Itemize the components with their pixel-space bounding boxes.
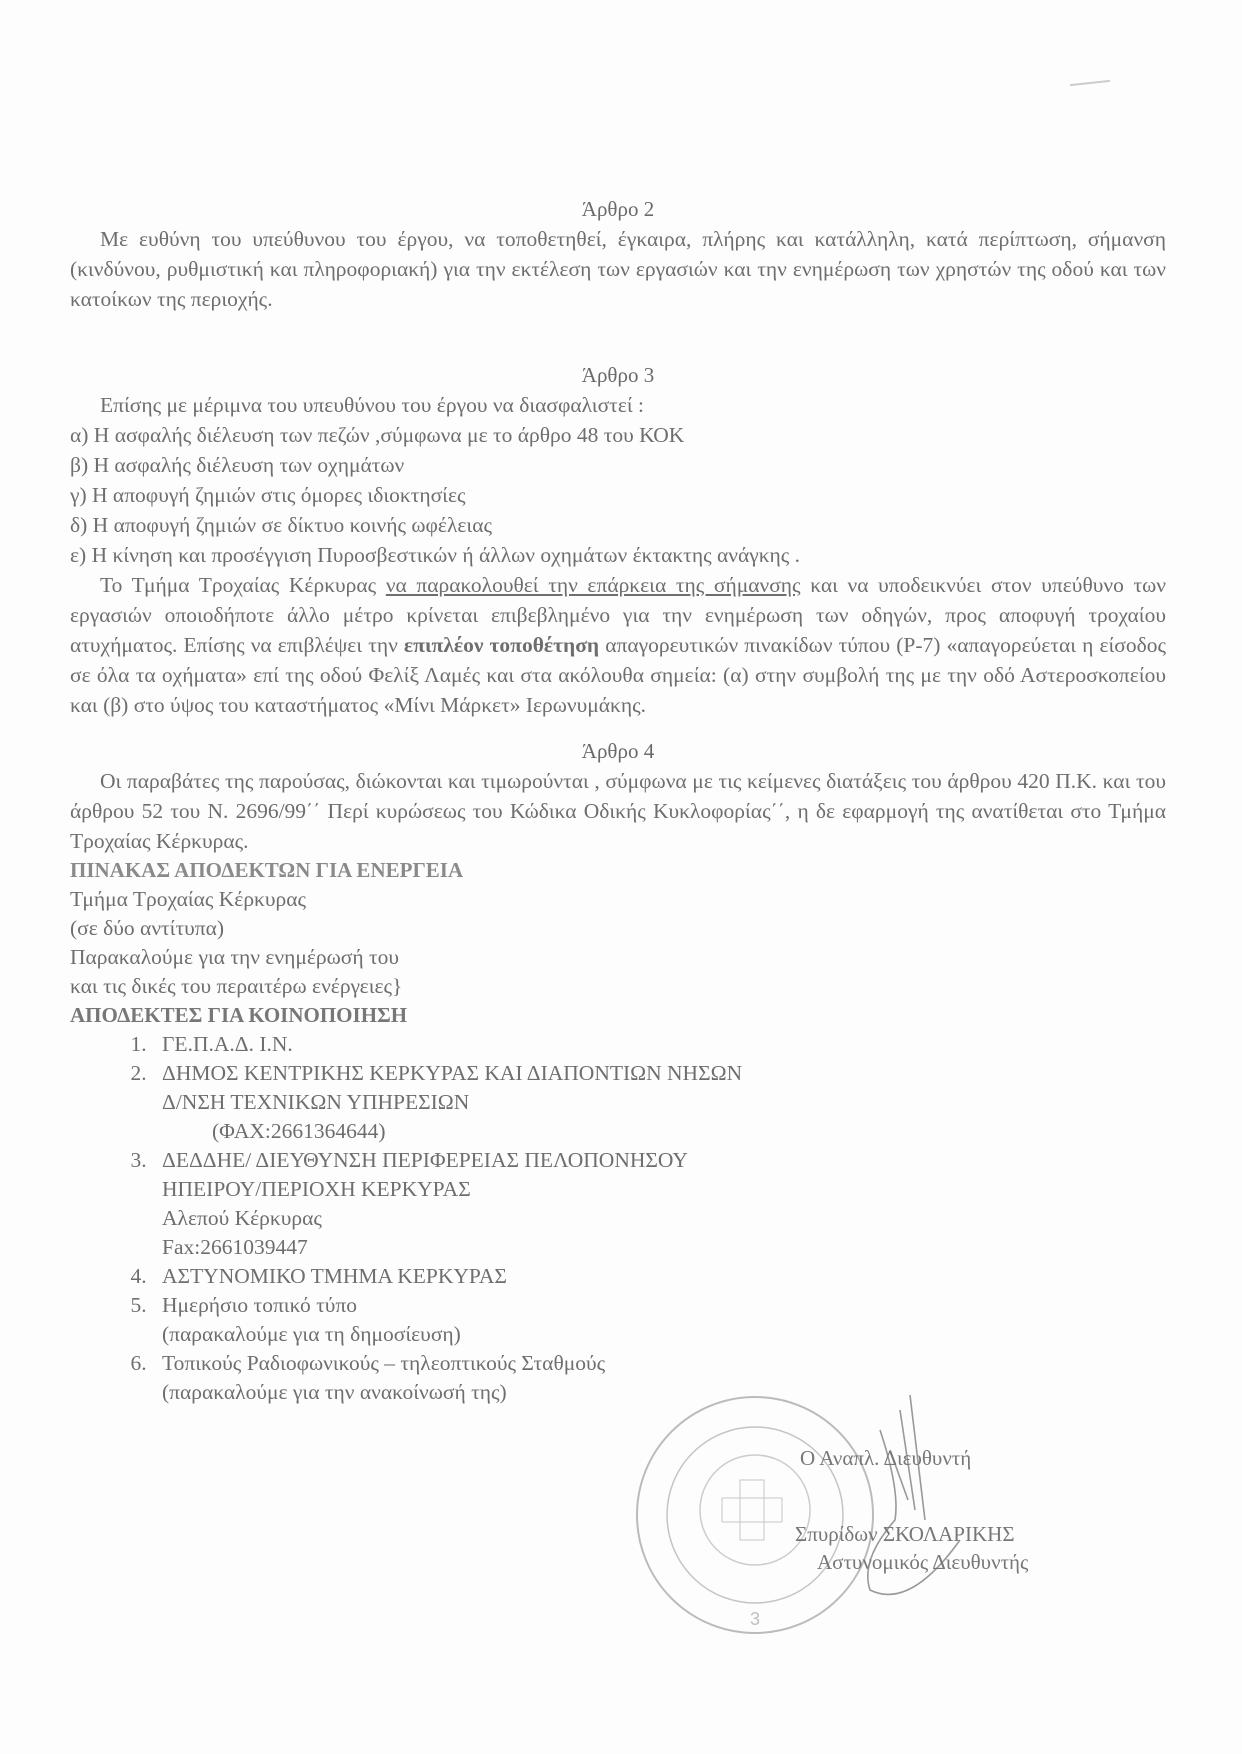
para-end: απαγορευτικών πινακίδων τύπου (Ρ-7) «απαγορεύεται η είσοδος σε όλα τα οχήματα» επί της οδού Φελίξ Λαμές και στα ακόλουθα σημεία: (α) στην συμβολή της με την οδό Αστεροσκοπείου και (β) στο ύψος του καταστήματος «Μίνι Μάρκετ» Ιερωνυμάκης. (70, 633, 1167, 717)
item-line: 3. ΔΕΔΔΗΕ/ ΔΙΕΥΘΥΝΣΗ ΠΕΡΙΦΕΡΕΙΑΣ ΠΕΛΟΠΟΝΗΣΟΥ (162, 1148, 688, 1172)
item-line: 6. Τοπικούς Ραδιοφωνικούς – τηλεοπτικούς Σταθμούς (162, 1351, 606, 1375)
item-line: (παρακαλούμε για τη δημοσίευση) (162, 1322, 461, 1346)
underlined-phrase: να παρακολουθεί την επάρκεια της σήμανσης (385, 573, 801, 597)
signatory-name: Σπυρίδων ΣΚΟΛΑΡΙΚΗΣ (795, 1522, 1015, 1546)
article-3-item: γ) Η αποφυγή ζημιών στις όμορες ιδιοκτησίες (70, 483, 466, 507)
action-recipient-line: Παρακαλούμε για την ενημέρωσή του (70, 945, 400, 969)
item-line: 1. ΓΕ.Π.Α.Δ. Ι.Ν. (162, 1032, 293, 1056)
item-line: 4. ΑΣΤΥΝΟΜΙΚΟ ΤΜΗΜΑ ΚΕΡΚΥΡΑΣ (162, 1264, 507, 1288)
svg-text:3: 3 (749, 1609, 761, 1629)
item-line: 2. ΔΗΜΟΣ ΚΕΝΤΡΙΚΗΣ ΚΕΡΚΥΡΑΣ ΚΑΙ ΔΙΑΠΟΝΤΙΩΝ ΝΗΣΩΝ (162, 1061, 743, 1085)
article-4-heading: Άρθρο 4 (581, 739, 655, 763)
signatory-rank: Αστυνομικός Διευθυντής (817, 1550, 1029, 1574)
notify-recipients-heading: ΑΠΟΔΕΚΤΕΣ ΓΙΑ ΚΟΙΝΟΠΟΙΗΣΗ (70, 1003, 408, 1027)
list-item (152, 1262, 1166, 1291)
article-3 (70, 360, 1166, 720)
para-start: Το Τμήμα Τροχαίας Κέρκυρας (100, 573, 386, 597)
article-2 (70, 194, 1166, 314)
fax-number: (ΦΑΧ:2661364644) (212, 1119, 386, 1143)
article-2-text: Με ευθύνη του υπεύθυνου του έργου, να τοποθετηθεί, έγκαιρα, πλήρης και κατάλληλη, κατά περίπτωση, σήμανση (κινδύνου, ρυθμιστική και πληροφοριακή) για την εκτέλεση των εργασιών και την ενημέρωση των χρηστών της οδού και των κατοίκων της περιοχής. (70, 227, 1166, 311)
article-3-item: α) Η ασφαλής διέλευση των πεζών ,σύμφωνα με το άρθρο 48 του ΚΟΚ (70, 423, 685, 447)
signature-title: Ο Αναπλ. Διευθυντή (800, 1446, 972, 1470)
action-recipients (70, 856, 1166, 1407)
article-3-item: δ) Η αποφυγή ζημιών σε δίκτυο κοινής ωφέλειας (70, 513, 492, 537)
item-line: Αλεπού Κέρκυρας (162, 1206, 322, 1230)
para-mid: και να υποδεικνύει στον υπεύθυνο των εργασιών οποιοδήποτε άλλο μέτρο κρίνεται επιβεβλημένο για την ενημέρωση των οδηγών, προς αποφυγή τροχαίου ατυχήματος. Επίσης να επιβλέψει την (70, 573, 1166, 657)
action-recipients-heading: ΠΙΝΑΚΑΣ ΑΠΟΔΕΚΤΩΝ ΓΙΑ ΕΝΕΡΓΕΙΑ (70, 858, 464, 882)
list-item (152, 1291, 1166, 1349)
list-item (152, 1030, 1166, 1059)
action-recipient-line: και τις δικές του περαιτέρω ενέργειες} (70, 974, 403, 998)
article-3-intro: Επίσης με μέριμνα του υπευθύνου του έργου να διασφαλιστεί : (100, 393, 644, 417)
article-2-heading: Άρθρο 2 (581, 197, 655, 221)
action-recipient-line: (σε δύο αντίτυπα) (70, 916, 225, 940)
handwritten-signature (800, 1390, 1020, 1610)
list-item (152, 1146, 1166, 1262)
notify-recipients-list (70, 1030, 1166, 1407)
article-3-paragraph (70, 570, 1166, 720)
item-line: ΗΠΕΙΡΟΥ/ΠΕΡΙΟΧΗ ΚΕΡΚΥΡΑΣ (162, 1177, 471, 1201)
item-line: (παρακαλούμε για την ανακοίνωσή της) (162, 1380, 507, 1404)
fax-number: Fax:2661039447 (162, 1235, 308, 1259)
item-line: 5. Ημερήσιο τοπικό τύπο (162, 1293, 357, 1317)
scan-mark (1070, 80, 1110, 86)
article-4 (70, 736, 1166, 856)
article-4-text: Οι παραβάτες της παρούσας, διώκονται και τιμωρούνται , σύμφωνα με τις κείμενες διατάξεις του άρθρου 420 Π.Κ. και του άρθρου 52 του Ν. 2696/99΄΄ Περί κυρώσεως του Κώδικα Οδικής Κυκλοφορίας΄΄, η δε εφαρμογή της ανατίθεται στο Τμήμα Τροχαίας Κέρκυρας. (70, 769, 1166, 853)
article-3-heading: Άρθρο 3 (581, 363, 655, 387)
action-recipient-line: Τμήμα Τροχαίας Κέρκυρας (70, 887, 307, 911)
bold-phrase: επιπλέον τοποθέτηση (403, 633, 600, 657)
article-3-item: β) Η ασφαλής διέλευση των οχημάτων (70, 453, 405, 477)
item-line: Δ/ΝΣΗ ΤΕΧΝΙΚΩΝ ΥΠΗΡΕΣΙΩΝ (162, 1090, 470, 1114)
list-item (152, 1059, 1166, 1146)
article-3-item: ε) Η κίνηση και προσέγγιση Πυροσβεστικών ή άλλων οχημάτων έκτακτης ανάγκης . (70, 543, 801, 567)
